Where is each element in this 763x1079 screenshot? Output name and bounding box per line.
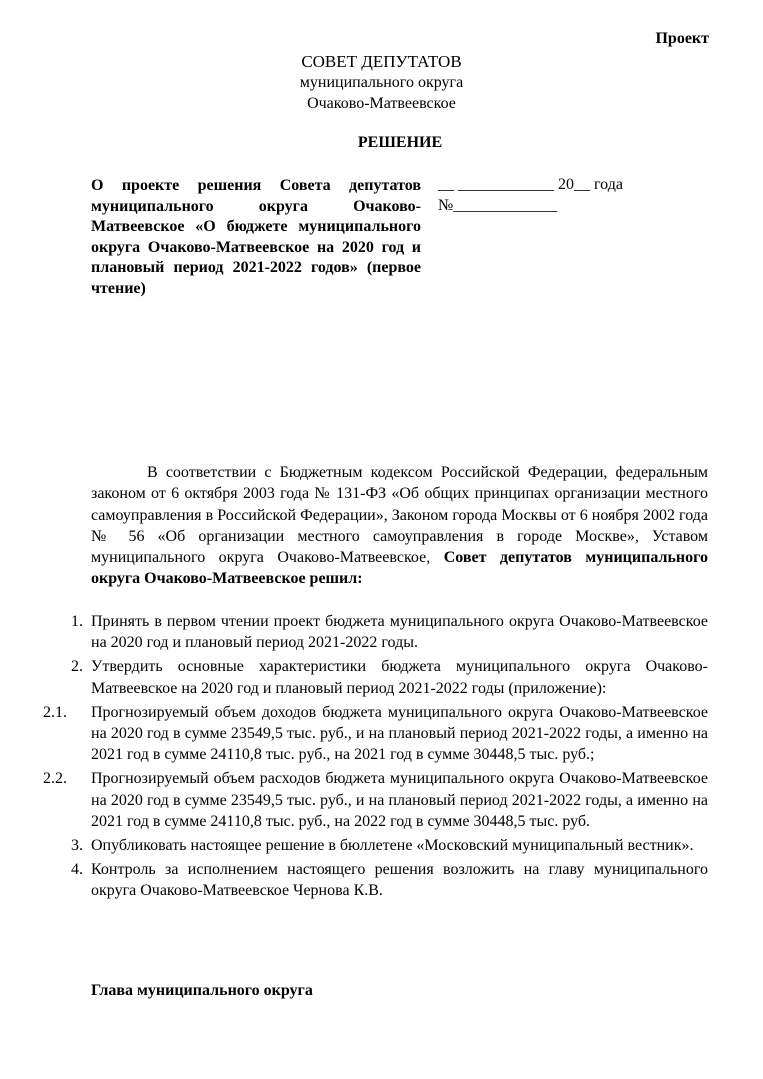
item-text: Контроль за исполнением настоящего решения возложить на главу муниципального округа Очаково-Матвеевское Чернова К.В. — [91, 861, 708, 900]
council-title: СОВЕТ ДЕПУТАТОВ — [301, 52, 462, 71]
number-line: №_____________ — [438, 197, 558, 214]
item-text: Прогнозируемый объем доходов бюджета муниципального округа Очаково-Матвеевское на 2020 год в сумме 23549,5 тыс. руб., и на плановый период 2021-2022 годы, а именно на 2021 год в сумме 24110,8 тыс. руб., на 2021 год в сумме 30448,5 тыс. руб.; — [91, 703, 708, 764]
date-number-block — [438, 174, 623, 216]
item-number: 4. — [71, 861, 83, 879]
item-number: 1. — [71, 613, 83, 630]
decision-subject: О проекте решения Совета депутатов муниципального округа Очаково-Матвеевское «О бюджете муниципального округа Очаково-Матвеевское на 2020 год и плановый период 2021-2022 годов» (первое чтение) — [91, 177, 421, 297]
item-text: Принять в первом чтении проект бюджета муниципального округа Очаково-Матвеевское на 2020 год и плановый период 2021-2022 годы. — [91, 613, 708, 652]
draft-label: Проект — [655, 30, 709, 47]
list-item — [0, 702, 708, 766]
list-item — [0, 611, 708, 653]
decision-items — [0, 611, 763, 905]
date-line: __ ____________ 20__ года — [438, 176, 623, 193]
list-item — [0, 656, 708, 698]
district-name: Очаково-Матвеевское — [307, 95, 456, 112]
list-item — [0, 859, 708, 901]
council-subtitle: муниципального округа — [299, 74, 464, 91]
item-number: 3. — [71, 837, 83, 855]
list-item — [0, 835, 708, 856]
signature-title: Глава муниципального округа — [91, 982, 313, 999]
item-number: 2.1. — [43, 703, 67, 721]
list-item — [0, 768, 708, 832]
item-text: Утвердить основные характеристики бюджета муниципального округа Очаково-Матвеевское на 2020 год и плановый период 2021-2022 годы (приложение): — [91, 658, 708, 697]
preamble-text: В соответствии с Бюджетным кодексом Российской Федерации, федеральным законом от 6 октября 2003 года № 131-ФЗ «Об общих принципах организации местного самоуправления в Российской Федерации», Законом города Москвы от 6 ноября 2002 года № 56 «Об организации местного самоуправления в городе Москве», Уставом муниципального округа Очаково-Матвеевское, — [91, 464, 708, 567]
item-number: 2.2. — [43, 770, 67, 788]
item-text: Опубликовать настоящее решение в бюллетене «Московский муниципальный вестник». — [91, 837, 694, 855]
preamble-resolution: Совет депутатов муниципального округа Очаково-Матвеевское решил: — [91, 549, 709, 588]
decision-title: РЕШЕНИЕ — [357, 134, 443, 151]
item-text: Прогнозируемый объем расходов бюджета муниципального округа Очаково-Матвеевское на 2020 год в сумме 23549,5 тыс. руб., и на плановый период 2021-2022 годы, а именно на 2021 год в сумме 24110,8 тыс. руб., на 2022 год в сумме 30448,5 тыс. руб. — [91, 770, 708, 830]
preamble — [91, 462, 708, 590]
item-number: 2. — [71, 658, 83, 676]
